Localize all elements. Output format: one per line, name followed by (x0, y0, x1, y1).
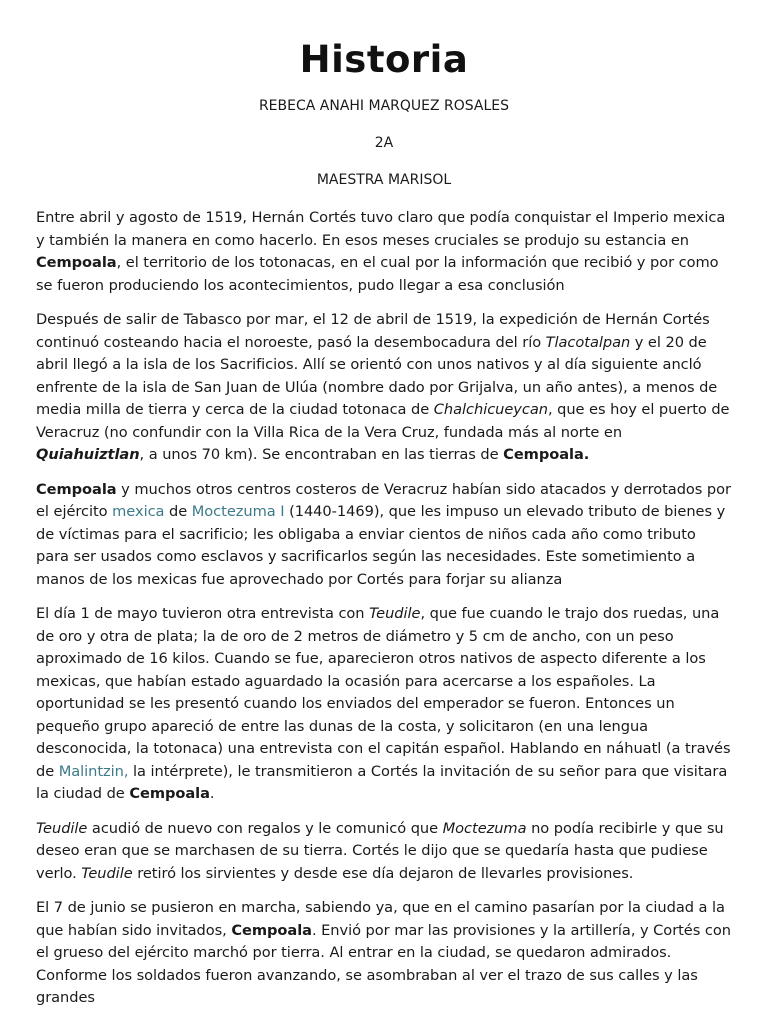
text-run: El día 1 de mayo tuvieron otra entrevista con (36, 605, 370, 622)
body-text (36, 207, 732, 1010)
italic-text: Teudile (36, 819, 88, 837)
text-run: . (209, 785, 215, 802)
text-run: , que fue cuando le trajo dos ruedas, una de oro y otra de plata; la de oro de 2 metros de diámetro y 5 cm de ancho, con un peso aproximado de 16 kilos. Cuando se fue, aparecieron otros nativos de aspecto diferente a los mexicas, que habían estado aguardado la ocasión para acercarse a los españoles. La oportunidad se les presentó cuando los enviados del emperador se fueron. Entonces un pequeño grupo apareció de entre las dunas de la costa, y solicitaron (en una lengua desconocida, la totonaca) una entrevista con el capitán español. Hablando en náhuatl (a través de (36, 605, 731, 780)
text-run: retiró los sirvientes y desde ese día dejaron de llevarles provisiones. (132, 864, 634, 882)
text-run: acudió de nuevo con regalos y le comunicó que (87, 819, 443, 837)
paragraph-6 (36, 897, 732, 1010)
text-run: Después de salir de Tabasco por mar, el 12 de abril de 1519, la expedición de Hernán Cortés continuó costeando hacia el noroeste, pasó la desembocadura del río (36, 311, 710, 351)
teacher-name: MAESTRA MARISOL (316, 172, 452, 188)
inline-link[interactable]: mexica (112, 503, 165, 520)
text-run: . Envió por mar las provisiones y la artillería, y Cortés con el grueso del ejército marchó por tierra. Al entrar en la ciudad, se quedaron admirados. Conforme los soldados fueron avanzando, se asombraban al ver el trazo de sus calles y las grandes (36, 921, 731, 1006)
text-run: , a unos 70 km). Se encontraban en las tierras de (139, 446, 504, 463)
group-label: 2A (374, 135, 394, 151)
text-run: , que es hoy el puerto de Veracruz (no confundir con la Villa Rica de la Vera Cruz, fundada más al norte en (36, 401, 730, 441)
bold-text: Cempoala (36, 254, 117, 271)
document-title: Historia (299, 38, 469, 81)
inline-link[interactable]: Moctezuma I (191, 503, 285, 520)
author-name: REBECA ANAHI MARQUEZ ROSALES (258, 98, 510, 114)
text-run: , el territorio de los totonacas, en el cual por la información que recibió y por como se fueron produciendo los acontecimientos, pudo llegar a esa conclusión (36, 254, 719, 294)
italic-text: Teudile (369, 605, 421, 622)
text-run: y el 20 de abril llegó a la isla de los Sacrificios. Allí se orientó con unos nativos y al día siguiente ancló enfrente de la isla de San Juan de Ulúa (nombre dado por Grijalva, un año antes), a menos de media milla de tierra y cerca de la ciudad totonaca de (36, 333, 718, 418)
italic-text: Teudile (81, 864, 133, 882)
bold-text: Cempoala (231, 921, 312, 939)
paragraph-3 (36, 479, 732, 592)
paragraph-2 (36, 309, 732, 467)
paragraph-1 (36, 207, 732, 297)
bold-text: Cempoala (129, 785, 210, 802)
text-run: no podía recibirle y que su deseo eran que se marchasen de su tierra. Cortés le dijo que se quedaría hasta que pudiese verlo. (36, 819, 724, 882)
text-run: (1440-1469), que les impuso un elevado tributo de bienes y de víctimas para el sacrificio; les obligaba a enviar cientos de niños cada año como tributo para ser usados como esclavos y sacrificarlos según las necesidades. Este sometimiento a manos de los mexicas fue aprovechado por Cortés para forjar su alianza (36, 503, 726, 588)
italic-text: Chalchicueycan (433, 401, 548, 418)
text-run: de (164, 503, 192, 520)
italic-text: Moctezuma (442, 819, 527, 837)
bold-text: Cempoala. (503, 446, 590, 463)
paragraph-5 (36, 818, 732, 886)
bold-text: Cempoala (36, 480, 117, 498)
text-run: El 7 de junio se pusieron en marcha, sabiendo ya, que en el camino pasarían por la ciudad a la que habían sido invitados, (36, 899, 725, 939)
text-run: la intérprete), le transmitieron a Cortés la invitación de su señor para que visitara la ciudad de (36, 762, 728, 802)
text-run: y muchos otros centros costeros de Veracruz habían sido atacados y derrotados por el ejército (36, 480, 731, 520)
text-run: Entre abril y agosto de 1519, Hernán Cortés tuvo claro que podía conquistar el Imperio mexica y también la manera en como hacerlo. En esos meses cruciales se produjo su estancia en (36, 209, 726, 249)
paragraph-4 (36, 603, 732, 806)
bold-text: Quiahuiztlan (36, 446, 140, 463)
inline-link[interactable]: Malintzin, (58, 762, 129, 780)
italic-text: Tlacotalpan (545, 333, 631, 351)
